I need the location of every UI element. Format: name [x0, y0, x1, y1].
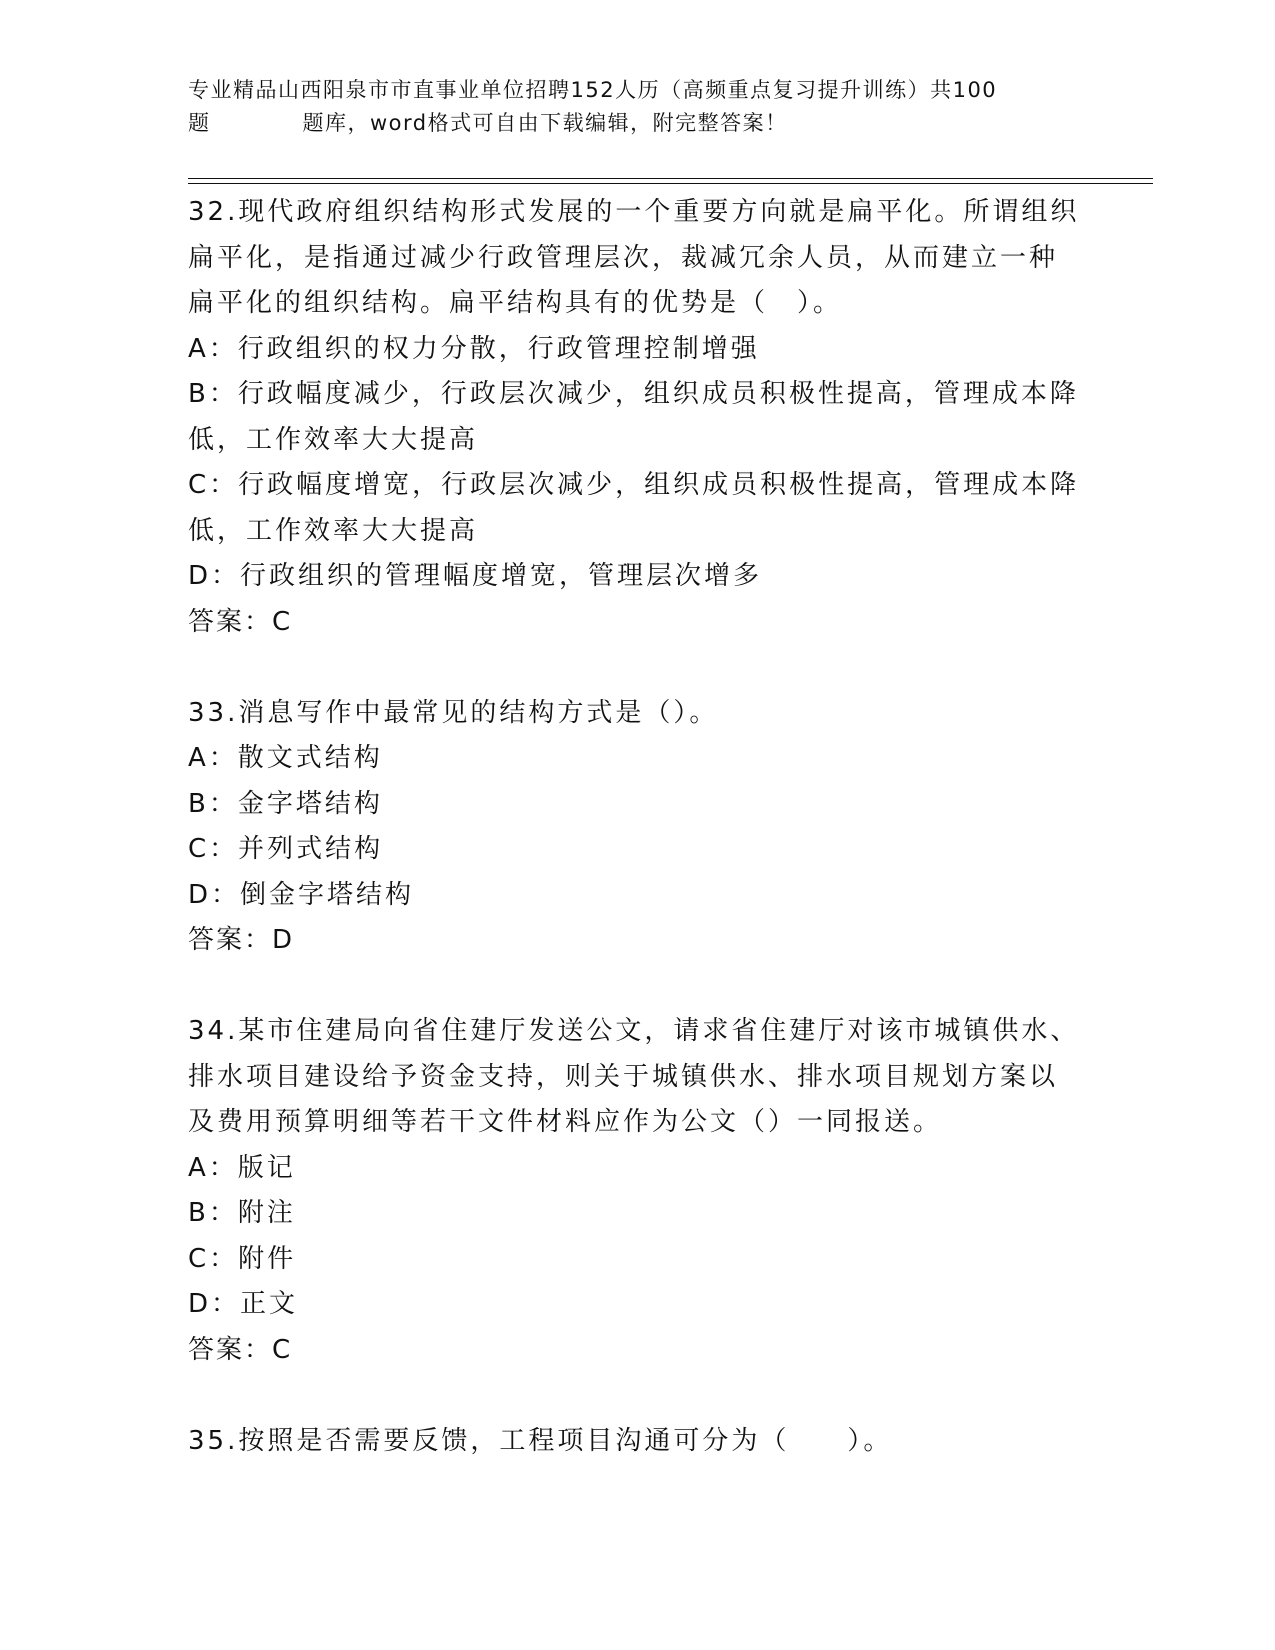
question-text-line: 35.按照是否需要反馈，工程项目沟通可分为（ ）。 — [188, 1425, 893, 1456]
header-title-line-2 — [188, 107, 1088, 140]
option-c-continued: 低，工作效率大大提高 — [188, 515, 479, 546]
option-a: A：散文式结构 — [188, 743, 383, 773]
answer-line: 答案：C — [188, 606, 293, 637]
question-text-line: 排水项目建设给予资金支持，则关于城镇供水、排水项目规划方案以 — [188, 1061, 1059, 1092]
question-33 — [188, 691, 1088, 964]
answer-line: 答案：D — [188, 925, 295, 955]
header-title-line-1: 专业精品山西阳泉市市直事业单位招聘152人历（高频重点复习提升训练）共100 — [188, 78, 998, 102]
question-text-line: 扁平化，是指通过减少行政管理层次，裁减冗余人员，从而建立一种 — [188, 242, 1059, 273]
question-text-line: 33.消息写作中最常见的结构方式是（）。 — [188, 697, 719, 728]
option-a: A：版记 — [188, 1152, 296, 1183]
question-list — [188, 190, 1088, 1464]
question-spacer — [188, 964, 1088, 1010]
question-spacer — [188, 645, 1088, 691]
header-title-rest: 题库，word格式可自由下载编辑，附完整答案！ — [302, 111, 788, 135]
question-text-line: 34.某市住建局向省住建厅发送公文，请求省住建厅对该市城镇供水、 — [188, 1016, 1080, 1046]
header-divider-top — [188, 178, 1153, 179]
question-32 — [188, 190, 1088, 645]
question-spacer — [188, 1373, 1088, 1419]
question-text-line: 32.现代政府组织结构形式发展的一个重要方向就是扁平化。所谓组织 — [188, 197, 1080, 227]
option-d: D：行政组织的管理幅度增宽，管理层次增多 — [188, 561, 763, 591]
option-b: B：附注 — [188, 1198, 296, 1228]
question-34 — [188, 1009, 1088, 1373]
document-header — [188, 74, 1088, 140]
question-text-line: 及费用预算明细等若干文件材料应作为公文（）一同报送。 — [188, 1107, 943, 1137]
option-d: D：正文 — [188, 1289, 299, 1319]
option-b: B：金字塔结构 — [188, 788, 383, 819]
header-divider-bottom — [188, 183, 1153, 184]
option-c: C：附件 — [188, 1243, 297, 1274]
option-a: A：行政组织的权力分散，行政管理控制增强 — [188, 333, 760, 364]
option-c: C：并列式结构 — [188, 834, 384, 864]
option-b-continued: 低，工作效率大大提高 — [188, 424, 479, 455]
option-d: D：倒金字塔结构 — [188, 879, 415, 910]
question-35 — [188, 1419, 1088, 1465]
option-b: B：行政幅度减少，行政层次减少，组织成员积极性提高，管理成本降 — [188, 379, 1079, 409]
header-title-word: 题 — [188, 111, 211, 135]
question-text-line: 扁平化的组织结构。扁平结构具有的优势是（ ）。 — [188, 288, 843, 318]
option-c: C：行政幅度增宽，行政层次减少，组织成员积极性提高，管理成本降 — [188, 470, 1080, 500]
answer-line: 答案：C — [188, 1334, 293, 1365]
